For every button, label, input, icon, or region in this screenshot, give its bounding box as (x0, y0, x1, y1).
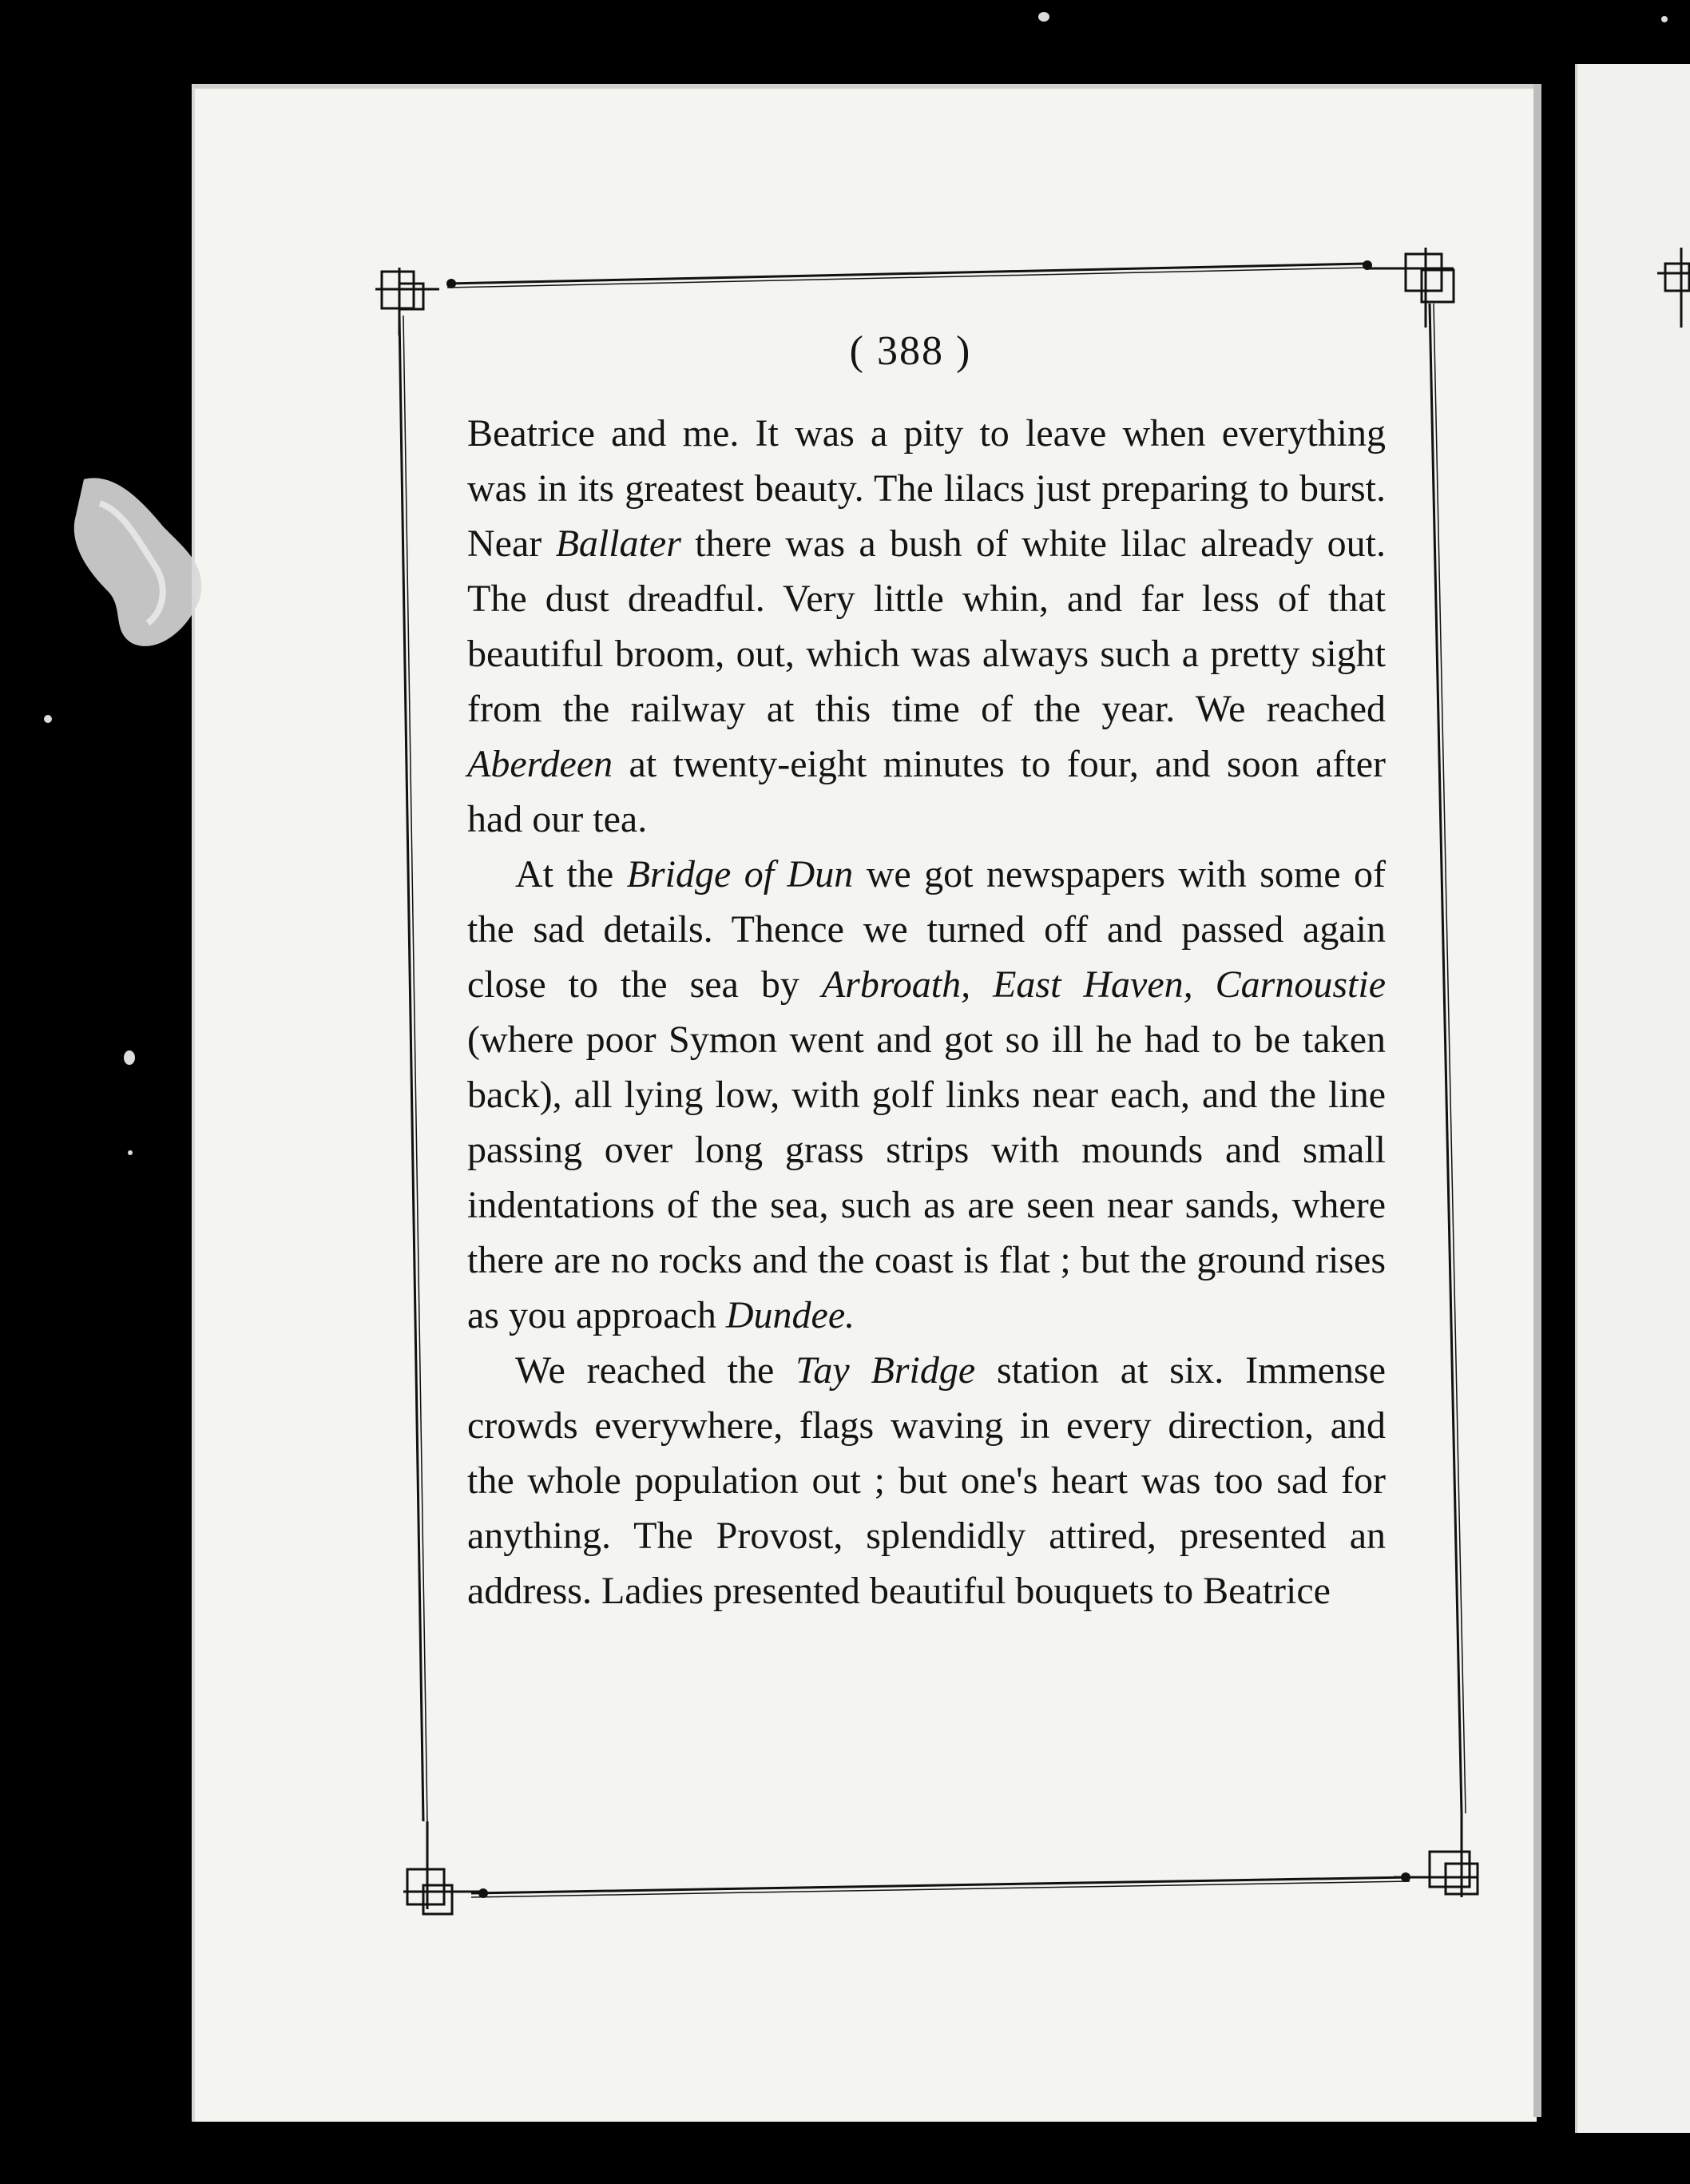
page-number: ( 388 ) (849, 328, 972, 374)
text-run: at twenty-eight minutes to four, and soon after had our tea. (467, 743, 1386, 840)
paragraph (467, 847, 1386, 1343)
text-run: there was a bush of white lilac already out. The dust dreadful. Very little whin, and far less of that beautiful broom, out, which was always such a pretty sight from the railway at this time of the year. We reached (467, 522, 1386, 730)
text-run: At the (515, 853, 627, 895)
italic-place-name: Tay Bridge (795, 1349, 976, 1392)
italic-place-name: Aberdeen (467, 743, 613, 785)
text-run: we got newspapers with some of the sad details. Thence we turned off and passed again close to the sea by (467, 853, 1386, 1006)
text-run: station at six. Immense crowds everywhere, flags waving in every direction, and the whole population out ; but one's heart was too sad for anything. The Provost, splendidly attired, presented an address. Ladies presented beautiful bouquets to Beatrice (467, 1349, 1387, 1612)
text-run: We reached the (515, 1349, 796, 1392)
paragraph (467, 406, 1386, 847)
paragraph (467, 1343, 1386, 1618)
text-run: Beatrice and me. It was a pity to leave when everything was in its greatest beauty. The lilacs just preparing to burst. Near (467, 412, 1386, 565)
italic-place-name: Dundee. (725, 1294, 855, 1336)
italic-place-name: Arbroath, East Haven, Carnoustie (821, 963, 1387, 1006)
body-text (467, 406, 1386, 1618)
italic-place-name: Bridge of Dun (626, 853, 854, 895)
text-run: (where poor Symon went and got so ill he had to be taken back), all lying low, with golf links near each, and the line passing over long grass strips with mounds and small indentations of the sea, such as are seen near sands, where there are no rocks and the coast is flat ; but the ground rises as you approach (467, 1019, 1386, 1336)
italic-place-name: Ballater (555, 522, 681, 565)
